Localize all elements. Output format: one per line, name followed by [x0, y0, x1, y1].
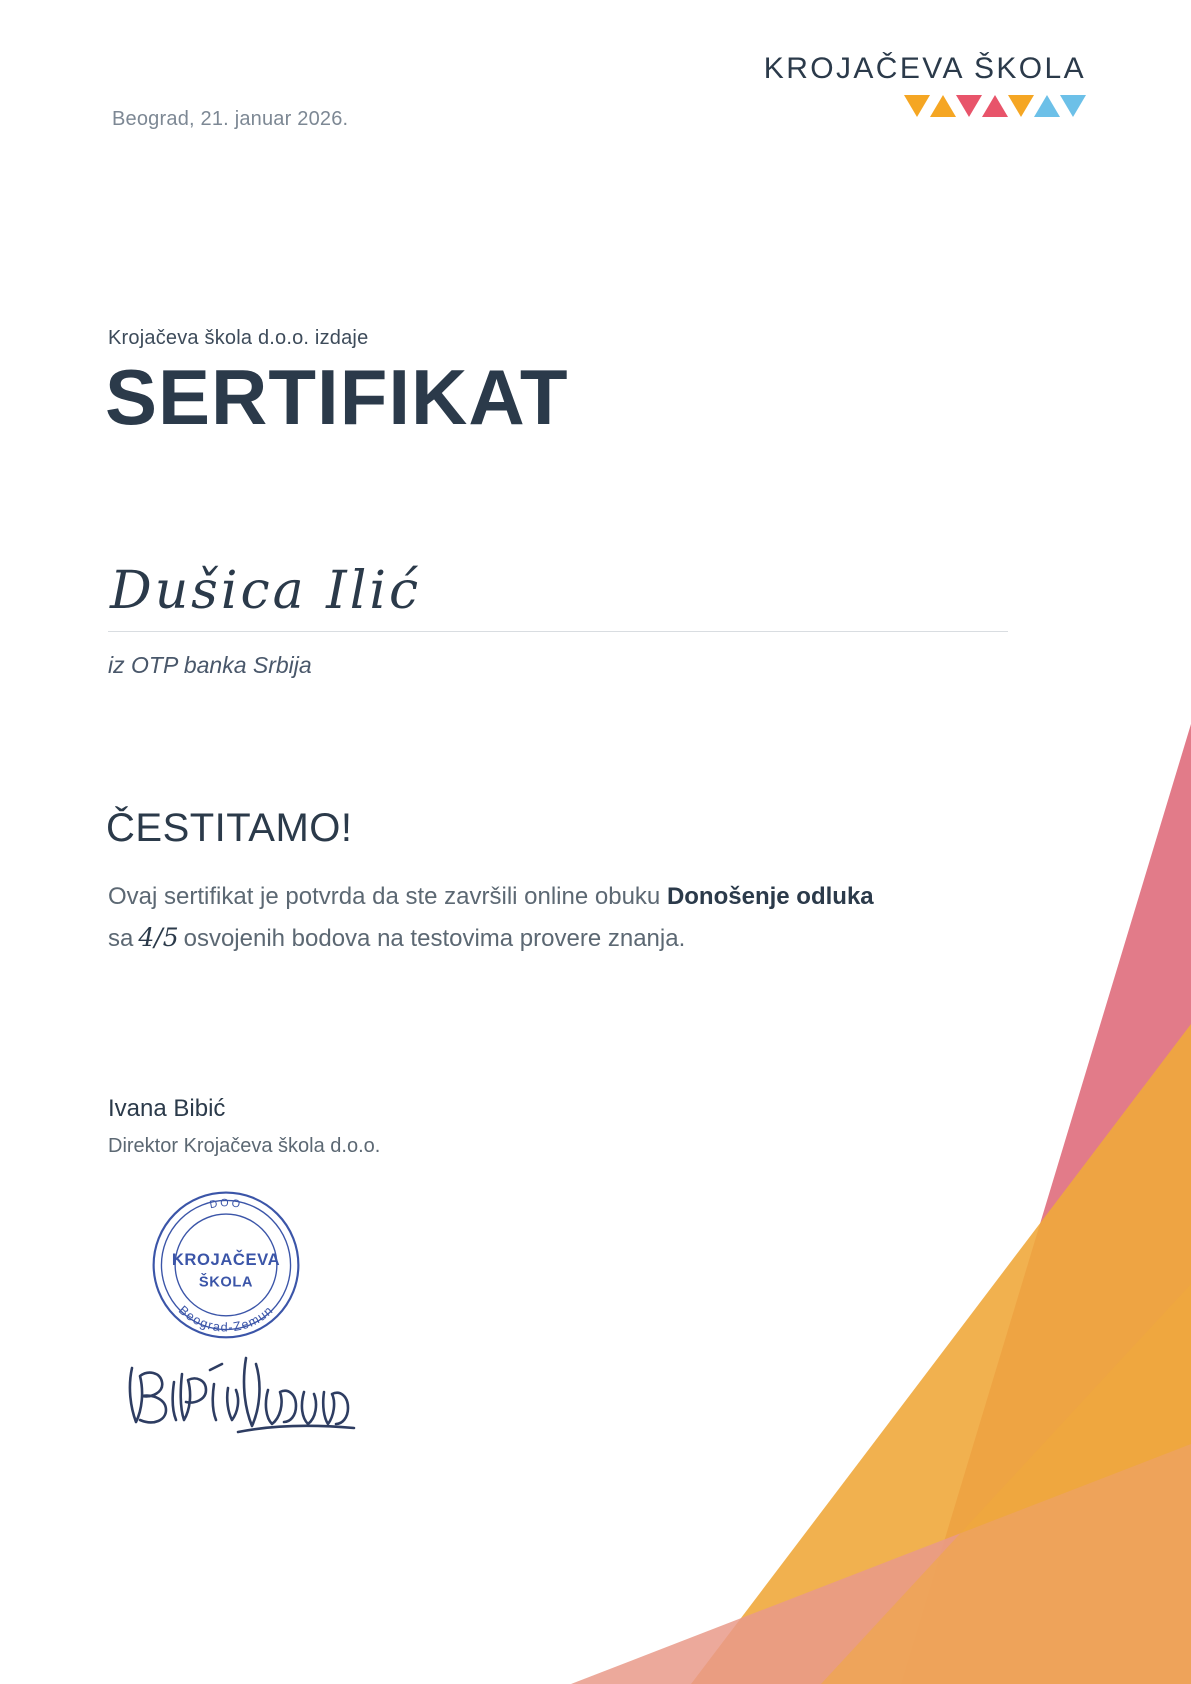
brand-zigzag-icon — [764, 95, 1086, 121]
handwritten-signature — [118, 1348, 368, 1438]
svg-text:Beograd-Zemun: Beograd-Zemun — [175, 1302, 277, 1335]
score-value: 4/5 — [138, 923, 179, 952]
issuer-line: Krojačeva škola d.o.o. izdaje — [108, 327, 369, 349]
svg-text:DOO: DOO — [208, 1197, 244, 1212]
zigzag-triangle — [1060, 95, 1086, 117]
zigzag-triangle — [1008, 95, 1034, 117]
page-title: SERTIFIKAT — [105, 353, 569, 441]
recipient-organization: iz OTP banka Srbija — [108, 652, 312, 678]
body-suffix: osvojenih bodova na testovima provere znanja. — [183, 925, 686, 952]
decorative-corner-graphic — [571, 724, 1191, 1684]
brand-name: KROJAČEVA ŠKOLA — [763, 52, 1086, 85]
zigzag-triangle — [930, 95, 956, 117]
certificate-body — [108, 876, 1008, 959]
congratulations-heading: ČESTITAMO! — [106, 806, 353, 850]
zigzag-triangle — [956, 95, 982, 117]
art-shape-orange-light — [821, 1284, 1191, 1684]
svg-text:KROJAČEVA: KROJAČEVA — [171, 1249, 281, 1269]
art-shape-salmon — [571, 1444, 1191, 1684]
zigzag-triangle — [982, 95, 1008, 117]
course-name: Donošenje odluka — [666, 883, 874, 910]
art-shape-pink — [901, 724, 1191, 1684]
art-shape-orange — [691, 1024, 1191, 1684]
recipient-name: Dušica Ilić — [110, 561, 422, 621]
body-middle: sa — [108, 925, 134, 952]
body-prefix: Ovaj sertifikat je potvrda da ste završili online obuku — [108, 883, 667, 910]
zigzag-triangle — [1034, 95, 1060, 117]
svg-text:ŠKOLA: ŠKOLA — [198, 1274, 254, 1291]
official-stamp-icon — [128, 1175, 324, 1353]
brand-logo — [764, 52, 1086, 121]
issue-date: Beograd, 21. januar 2026. — [112, 108, 349, 130]
recipient-underline — [108, 631, 1008, 632]
signatory-name: Ivana Bibić — [108, 1095, 226, 1122]
zigzag-triangle — [904, 95, 930, 117]
signatory-role: Direktor Krojačeva škola d.o.o. — [108, 1135, 381, 1157]
